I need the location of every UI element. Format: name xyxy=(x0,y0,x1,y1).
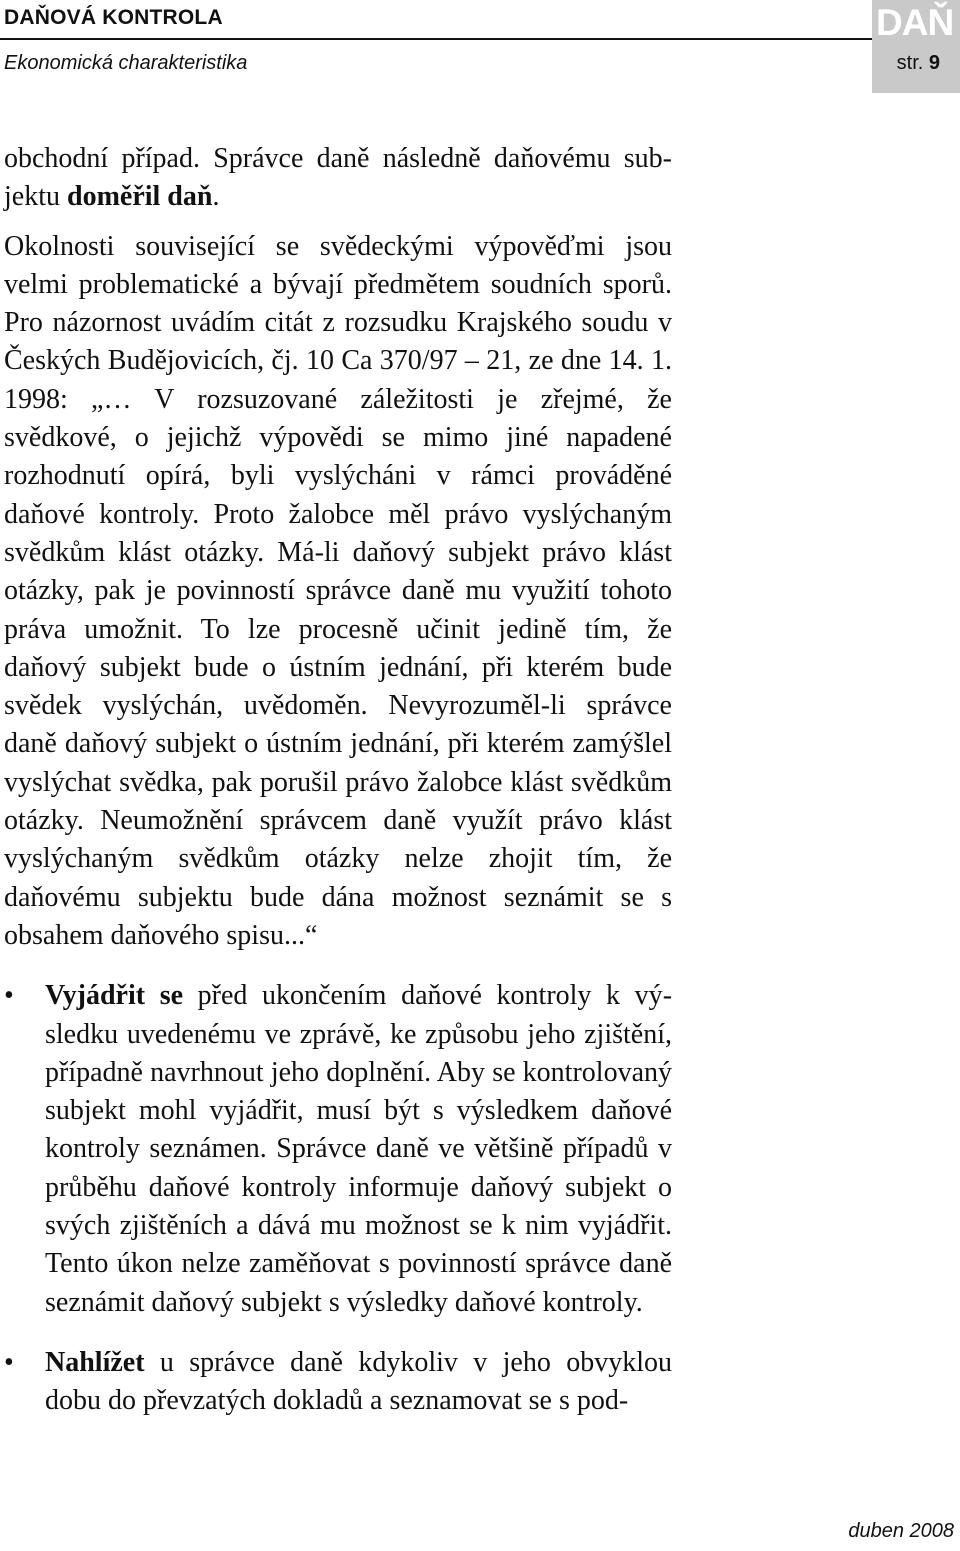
paragraph-2: Okolnosti související se svědeckými výpověďmi jsou velmi problematické a bývají předmětem soudních sporů. Pro názornost uvádím citát z rozsudku Krajského soudu v Českých Budějovicích, čj. 10 Ca 370/97 – 21, ze dne 14. 1. 1998: „… V rozsuzované záležitosti je zřejmé, že svědkové, o jejichž výpovědi se mimo jiné napadené rozhodnutí opírá, byli vyslýcháni v rámci prováděné daňové kontroly. Proto žalobce měl právo vyslýchaným svědkům klást otázky. Má-li daňový subjekt právo klást otázky, pak je povinností správce daně mu využití tohoto práva umožnit. To lze procesně učinit jedině tím, že daňový subjekt bude o ústním jednání, při kterém bude svědek vyslýchán, uvědoměn. Nevyrozuměl-li správce daně daňový subjekt o ústním jednání, při kterém zamýšlel vyslýchat svědka, pak porušil právo žalobce klást svědkům otázky. Neumožnění správcem daně využít právo klást vyslýchaným svědkům otázky nelze zhojit tím, že daňovému subjektu bude dána možnost seznámit se s obsahem daňového spisu...“ xyxy=(4,230,672,951)
paragraph-1-end: . xyxy=(212,181,220,213)
brand-logo: DAŇ xyxy=(876,2,954,43)
paragraph-1 xyxy=(4,140,672,217)
list-item-text: u správce daně kdykoliv v jeho obvyklou dobu do převzatých dokladů a seznamovat se s pod- xyxy=(45,1346,672,1417)
list-item-text: před ukončením daňové kontroly k výsledku uvedenému ve zprávě, ke způsobu jeho zjištění, případně navrhnout jeho doplnění. Aby se kontrolovaný subjekt mohl vyjádřit, musí být s výsledkem daňové kontroly seznámen. Správce daně ve většině případů v průběhu daňové kontroly informuje daňový subjekt o svých zjištěních a dává mu možnost se k nim vyjádřit. Tento úkon nelze zaměňovat s povinností správce daně seznámit daňový subjekt s výsledky daňové kontroly. xyxy=(45,980,673,1318)
header-rule xyxy=(0,38,872,40)
section-title: DAŇOVÁ KONTROLA xyxy=(4,6,223,29)
paragraph-1-start: obchodní případ. Správce daně následně daňovému subjektu xyxy=(4,143,672,213)
paragraph-1-bold: doměřil daň xyxy=(67,181,213,213)
bullet-icon: • xyxy=(4,1346,14,1378)
list-item-bold: Nahlížet xyxy=(45,1346,145,1378)
page-label: str. xyxy=(896,52,924,74)
list-item xyxy=(4,1344,672,1421)
rights-list xyxy=(4,977,672,1420)
list-item-bold: Vyjádřit se xyxy=(45,980,184,1012)
page-number xyxy=(897,52,940,75)
section-subtitle: Ekonomická charakteristika xyxy=(4,52,248,74)
page-number-value: 9 xyxy=(928,52,940,74)
list-item xyxy=(4,977,672,1322)
bullet-icon: • xyxy=(4,980,14,1012)
article-body xyxy=(4,140,672,1421)
footer-date: duben 2008 xyxy=(848,1520,954,1542)
page-header xyxy=(0,0,960,100)
